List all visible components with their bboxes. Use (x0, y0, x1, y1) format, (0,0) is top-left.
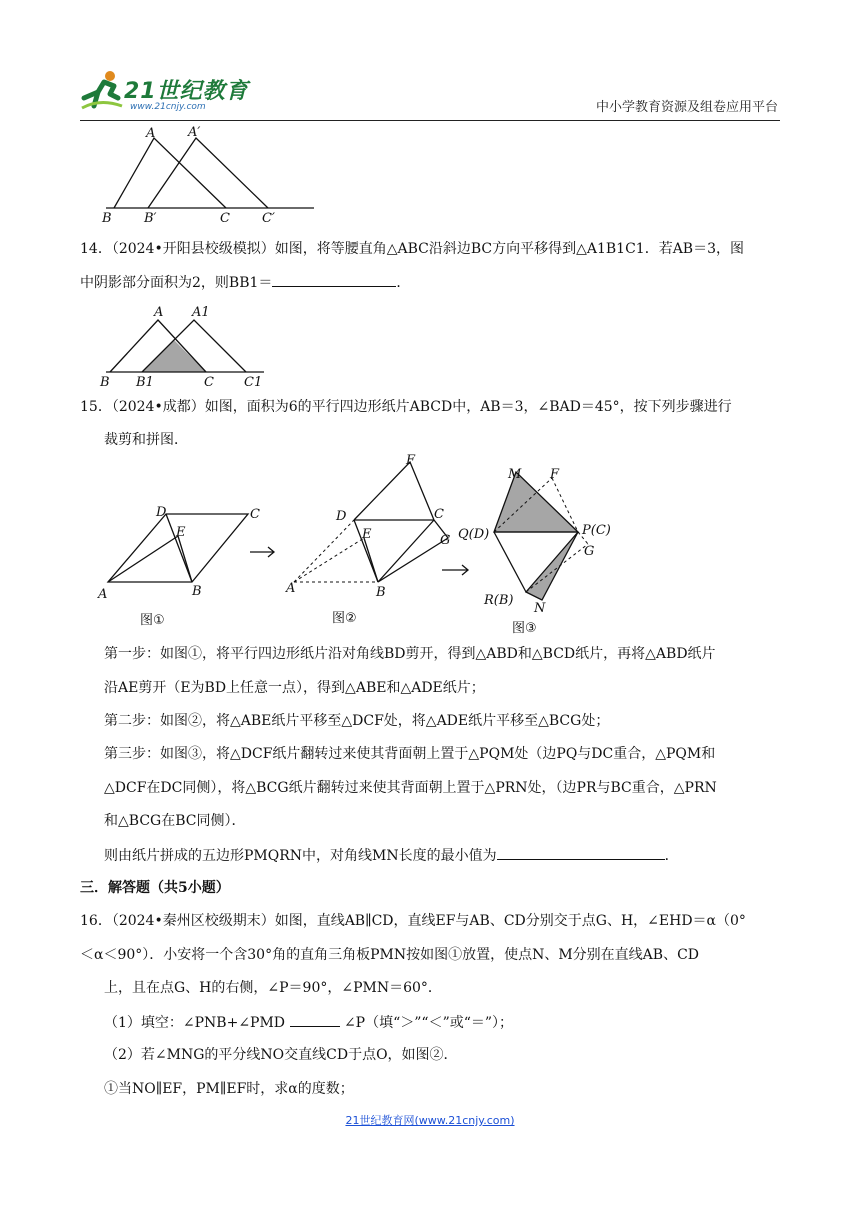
q15-step2: 第二步：如图②，将△ABE纸片平移至△DCF处，将△ADE纸片平移至△BCG处； (104, 713, 610, 729)
runner-logo-icon (80, 68, 124, 112)
answer-blank-q14[interactable] (272, 272, 396, 287)
fig1-label-B: B (192, 584, 202, 599)
q16-line1: 16．（2024•秦州区校级期末）如图，直线AB∥CD，直线EF与AB、CD分别交于点G、H，∠EHD＝α（0° (80, 913, 746, 929)
figure-q13 (96, 122, 320, 224)
fig3-label-G: G (584, 544, 595, 559)
fig1-label-D: D (156, 505, 167, 520)
logo (80, 68, 270, 114)
label-B-prime: B′ (144, 211, 157, 224)
q15-step1b: 沿AE剪开（E为BD上任意一点），得到△ABE和△ADE纸片； (104, 680, 485, 696)
fig2-label-A: A (286, 581, 296, 596)
fig2-caption: 图② (332, 611, 357, 626)
label-B1: B1 (136, 375, 154, 390)
fig2-label-C: C (434, 507, 444, 522)
fig2-label-D: D (336, 509, 347, 524)
figure-3 (458, 467, 611, 636)
q15-line1: 15．（2024•成都）如图，面积为6的平行四边形纸片ABCD中，AB＝3，∠BAD＝45°，按下列步骤进行 (80, 399, 732, 415)
q15-line2: 裁剪和拼图． (104, 432, 188, 448)
page-header (80, 62, 780, 121)
q15-final: 则由纸片拼成的五边形PMQRN中，对角线MN长度的最小值为 ． (104, 845, 679, 866)
fig3-label-QD: Q(D) (458, 527, 490, 542)
label-A: A (154, 305, 164, 320)
fig1-label-A: A (98, 587, 108, 602)
fig1-caption: 图① (140, 613, 165, 628)
q16-sub1: （1）填空：∠PNB+∠PMD ∠P（填“＞”“＜”或“＝”）； (104, 1012, 513, 1033)
platform-title: 中小学教育资源及组卷应用平台 (595, 100, 778, 115)
fig3-label-PC: P(C) (582, 523, 611, 538)
q16-sub2-1: ①当NO∥EF，PM∥EF时，求α的度数； (104, 1081, 354, 1097)
section-title: 三．解答题（共5小题） (80, 880, 230, 896)
figure-q14 (96, 300, 272, 390)
q15-step1a: 第一步：如图①，将平行四边形纸片沿对角线BD剪开，得到△ABD和△BCD纸片，再将△ABD纸片 (104, 646, 716, 662)
label-C-prime: C′ (262, 211, 275, 224)
fig2-label-E: E (362, 527, 372, 542)
fig2-label-F: F (406, 453, 416, 468)
q14-line1: 14．（2024•开阳县校级模拟）如图，将等腰直角△ABC沿斜边BC方向平移得到△A1B1C1．若AB＝3，图 (80, 241, 744, 257)
q14-line2: 中阴影部分面积为2，则BB1＝ ． (80, 272, 410, 293)
fig1-label-C: C (250, 507, 260, 522)
fig3-label-N: N (534, 601, 546, 616)
figure-q15 (96, 452, 636, 642)
q16-line2: ＜α＜90°）．小安将一个含30°角的直角三角板PMN按如图①放置，使点N、M分别在直线AB、CD (80, 947, 700, 963)
answer-blank-q15[interactable] (497, 845, 665, 860)
fig3-label-F: F (550, 467, 560, 482)
figure-2 (285, 453, 450, 626)
logo-text: 21世纪教育 (124, 79, 249, 104)
label-B: B (100, 375, 110, 390)
fig2-label-B: B (376, 585, 386, 600)
q16-line3: 上，且在点G、H的右侧，∠P＝90°，∠PMN＝60°． (104, 980, 442, 996)
label-B: B (102, 211, 112, 224)
label-C: C (220, 211, 230, 224)
fig3-label-RB: R(B) (484, 593, 514, 608)
q15-step3b: △DCF在DC同侧），将△BCG纸片翻转过来使其背面朝上置于△PRN处，（边PR与BC重合，△PRN (104, 780, 717, 796)
label-C1: C1 (244, 375, 263, 390)
label-C: C (204, 375, 214, 390)
label-A-prime: A′ (188, 125, 201, 140)
footer-link[interactable]: 21世纪教育网(www.21cnjy.com) (345, 1114, 515, 1127)
answer-blank-q16[interactable] (290, 1012, 340, 1027)
logo-url: www.21cnjy.com (130, 102, 206, 112)
figure-1 (97, 505, 260, 628)
q15-step3c: 和△BCG在BC同侧）． (104, 813, 246, 829)
fig2-label-G: G (440, 533, 451, 548)
label-A1: A1 (192, 305, 210, 320)
fig3-label-M: M (508, 467, 522, 482)
label-A: A (146, 126, 156, 141)
q15-step3a: 第三步：如图③，将△DCF纸片翻转过来使其背面朝上置于△PQM处（边PQ与DC重合，△PQM和 (104, 746, 716, 762)
q16-sub2: （2）若∠MNG的平分线NO交直线CD于点O，如图②． (104, 1047, 458, 1063)
fig1-label-E: E (176, 525, 186, 540)
fig3-caption: 图③ (512, 621, 537, 636)
